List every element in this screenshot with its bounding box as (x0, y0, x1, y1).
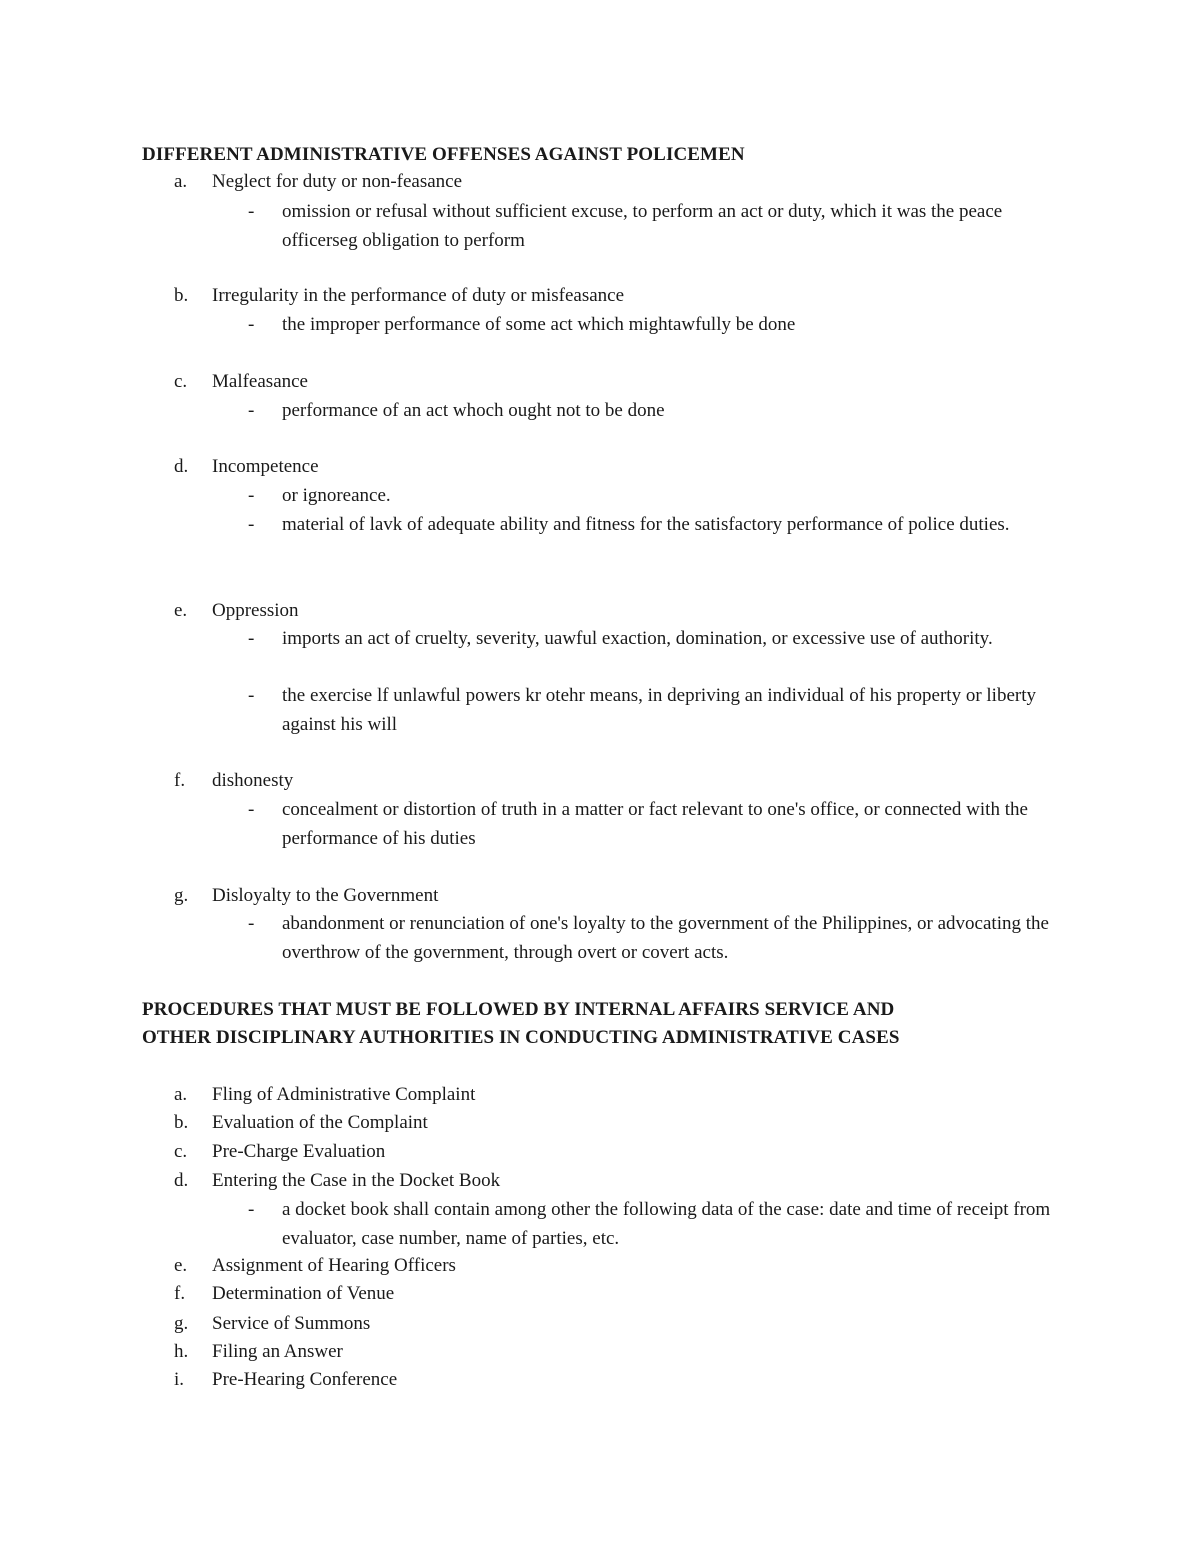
list-marker: b. (174, 1112, 189, 1133)
procedure-label: Entering the Case in the Docket Book (212, 1170, 501, 1191)
offense-detail-text: omission or refusal without sufficient excuse, to perform an act or duty, which it was the peace officerseg obligation to perform (282, 201, 1003, 251)
list-marker: h. (174, 1341, 189, 1362)
offense-detail-text: the improper performance of some act which mightawfully be done (282, 314, 796, 335)
bullet-dash: - (248, 400, 255, 421)
offense-detail-text: imports an act of cruelty, severity, uawful exaction, domination, or excessive use of authority. (282, 628, 993, 649)
list-marker: e. (174, 600, 188, 621)
offense-label: dishonesty (212, 770, 294, 791)
procedure-label: Service of Summons (212, 1313, 371, 1334)
bullet-dash: - (248, 1199, 255, 1220)
offense-label: Incompetence (212, 456, 319, 477)
bullet-dash: - (248, 485, 255, 506)
offense-label: Neglect for duty or non-feasance (212, 171, 463, 192)
offense-label: Disloyalty to the Government (212, 885, 439, 906)
offense-detail-text: material of lavk of adequate ability and fitness for the satisfactory performance of police duties. (282, 514, 1010, 535)
offense-label: Malfeasance (212, 371, 308, 392)
procedure-label: Determination of Venue (212, 1283, 395, 1304)
list-marker: a. (174, 171, 188, 192)
list-marker: b. (174, 285, 189, 306)
procedure-label: Pre-Charge Evaluation (212, 1141, 386, 1162)
offense-detail-text: abandonment or renunciation of one's loyalty to the government of the Philippines, or advocating the overthrow of the government, through overt or covert acts. (282, 913, 1049, 963)
procedure-label: Fling of Administrative Complaint (212, 1084, 476, 1105)
bullet-dash: - (248, 314, 255, 335)
procedure-detail-text: a docket book shall contain among other the following data of the case: date and time of receipt from evaluator, case number, name of parties, etc. (282, 1199, 1051, 1249)
list-marker: f. (174, 770, 186, 791)
list-marker: f. (174, 1283, 186, 1304)
list-marker: a. (174, 1084, 188, 1105)
bullet-dash: - (248, 685, 255, 706)
list-marker: i. (174, 1369, 185, 1390)
list-marker: d. (174, 1170, 189, 1191)
procedure-label: Pre-Hearing Conference (212, 1369, 398, 1390)
list-marker: g. (174, 1313, 189, 1334)
offense-label: Irregularity in the performance of duty or misfeasance (212, 285, 625, 306)
offense-label: Oppression (212, 600, 299, 621)
procedure-label: Evaluation of the Complaint (212, 1112, 428, 1133)
procedure-label: Assignment of Hearing Officers (212, 1255, 456, 1276)
section-heading-offenses: DIFFERENT ADMINISTRATIVE OFFENSES AGAINST POLICEMEN (142, 144, 745, 165)
list-marker: c. (174, 1141, 188, 1162)
offense-detail-text: performance of an act whoch ought not to be done (282, 400, 665, 421)
bullet-dash: - (248, 799, 255, 820)
bullet-dash: - (248, 913, 255, 934)
list-marker: e. (174, 1255, 188, 1276)
bullet-dash: - (248, 201, 255, 222)
list-marker: d. (174, 456, 189, 477)
offense-detail-text: the exercise lf unlawful powers kr otehr means, in depriving an individual of his property or liberty against his will (282, 685, 1036, 735)
section-heading-procedures (142, 996, 900, 1052)
procedure-label: Filing an Answer (212, 1341, 343, 1362)
list-marker: g. (174, 885, 189, 906)
bullet-dash: - (248, 628, 255, 649)
list-marker: c. (174, 371, 188, 392)
bullet-dash: - (248, 514, 255, 535)
heading-line: OTHER DISCIPLINARY AUTHORITIES IN CONDUCTING ADMINISTRATIVE CASES (142, 1027, 900, 1048)
offense-detail-text: or ignoreance. (282, 485, 391, 506)
heading-line: PROCEDURES THAT MUST BE FOLLOWED BY INTERNAL AFFAIRS SERVICE AND (142, 999, 895, 1020)
offense-detail-text: concealment or distortion of truth in a matter or fact relevant to one's office, or connected with the performance of his duties (282, 799, 1028, 849)
